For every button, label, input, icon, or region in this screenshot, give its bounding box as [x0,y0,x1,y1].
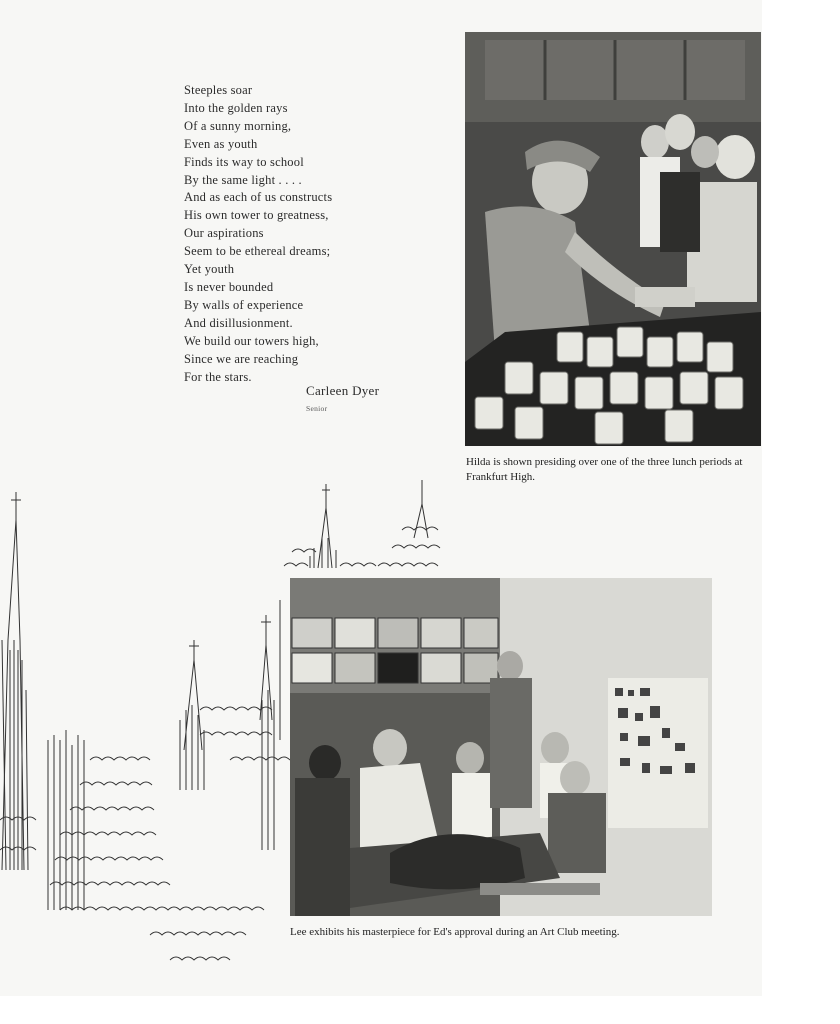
poem-author: Carleen Dyer [306,383,380,398]
poem-line: Yet youth [184,262,235,277]
lunch-photo-caption: Hilda is shown presiding over one of the three lunch periods at Frankfurt High. [466,456,743,483]
art-club-photo-caption: Lee exhibits his masterpiece for Ed's approval during an Art Club meeting. [290,926,620,938]
poem-line: Steeples soar [184,83,253,97]
poem-line: For the stars. [184,369,252,384]
poem-line: Even as youth [184,136,258,151]
poem-line: And disillusionment. [184,315,293,330]
steeple-sketch-top-icon [282,478,442,574]
poem-line: Seem to be ethereal dreams; [184,244,331,259]
poem-line: By walls of experience [184,297,304,312]
poem-author-class: Senior [306,404,328,413]
poem-line: Our aspirations [184,226,264,241]
lunch-photo [465,32,761,446]
poem-line: And as each of us constructs [184,190,333,205]
art-club-photo [290,578,712,916]
poem-line: His own tower to greatness, [184,208,329,223]
poem [184,82,424,386]
poem-line: Of a sunny morning, [184,118,292,133]
poem-line: Finds its way to school [184,154,304,169]
poem-line: By the same light . . . . [184,172,302,187]
poem-line: We build our towers high, [184,333,319,348]
poem-line: Into the golden rays [184,100,288,115]
poem-line: Is never bounded [184,279,274,294]
poem-line: Since we are reaching [184,351,299,366]
steeple-sketch-left-icon [0,490,290,980]
